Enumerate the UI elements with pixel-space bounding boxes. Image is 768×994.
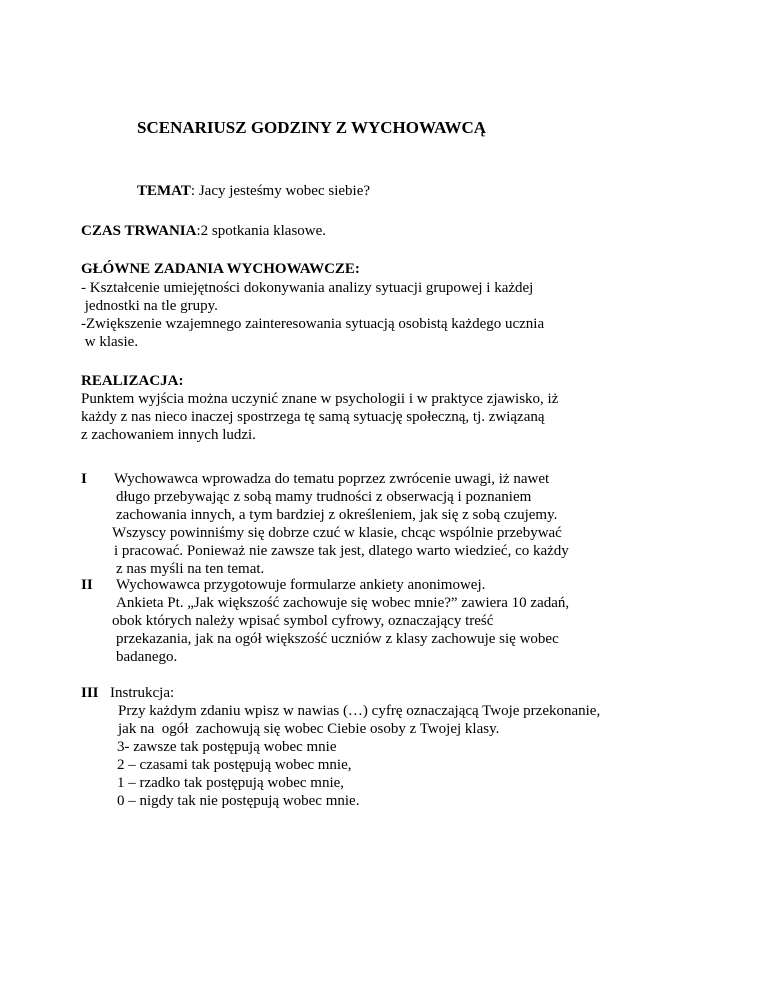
duration-value: :2 spotkania klasowe. [196,223,327,239]
section-3-line: 0 – nigdy tak nie postępują wobec mnie. [117,793,360,809]
section-3-numeral: III [81,685,99,701]
section-1-line: z nas myśli na ten temat. [116,561,265,577]
section-2-line: obok których należy wpisać symbol cyfrowy, oznaczający treść [112,613,494,629]
section-3-line: 2 – czasami tak postępują wobec mnie, [117,757,352,773]
duration-label: CZAS TRWANIA [81,223,197,239]
section-3-line: 1 – rzadko tak postępują wobec mnie, [117,775,345,791]
section-2-line: Ankieta Pt. „Jak większość zachowuje się wobec mnie?” zawiera 10 zadań, [116,595,570,611]
topic-label: TEMAT [137,183,191,199]
topic-value: : Jacy jesteśmy wobec siebie? [190,183,371,199]
section-2-line: przekazania, jak na ogół większość uczniów z klasy zachowuje się wobec [116,631,559,647]
realization-line: Punktem wyjścia można uczynić znane w psychologii i w praktyce zjawisko, iż [81,391,559,407]
section-1-numeral: I [81,471,87,487]
tasks-line: w klasie. [81,334,139,350]
section-3-line: Przy każdym zdaniu wpisz w nawias (…) cyfrę oznaczającą Twoje przekonanie, [118,703,601,719]
tasks-line: jednostki na tle grupy. [81,298,218,314]
realization-line: każdy z nas nieco inaczej spostrzega tę samą sytuację społeczną, tj. związaną [81,409,545,425]
section-2-line: badanego. [116,649,178,665]
topic-line [137,182,370,200]
section-1-line: i pracować. Ponieważ nie zawsze tak jest, dlatego warto wiedzieć, co każdy [114,543,569,559]
tasks-line: - Kształcenie umiejętności dokonywania analizy sytuacji grupowej i każdej [81,280,534,296]
realization-heading: REALIZACJA: [81,373,184,389]
section-3-line: 3- zawsze tak postępują wobec mnie [117,739,337,755]
section-1-line: zachowania innych, a tym bardziej z określeniem, jak się z sobą czujemy. [116,507,558,523]
tasks-heading: GŁÓWNE ZADANIA WYCHOWAWCZE: [81,261,360,277]
section-3-line: jak na ogół zachowują się wobec Ciebie osoby z Twojej klasy. [118,721,500,737]
section-1-line: Wychowawca wprowadza do tematu poprzez zwrócenie uwagi, iż nawet [114,471,550,487]
section-1-line: długo przebywając z sobą mamy trudności z obserwacją i poznaniem [116,489,532,505]
section-2-numeral: II [81,577,93,593]
duration-line [81,222,326,240]
section-3-line: Instrukcja: [110,685,175,701]
realization-line: z zachowaniem innych ludzi. [81,427,256,443]
document-title: SCENARIUSZ GODZINY Z WYCHOWAWCĄ [137,118,487,137]
section-1-line: Wszyscy powinniśmy się dobrze czuć w klasie, chcąc wspólnie przebywać [112,525,562,541]
section-2-line: Wychowawca przygotowuje formularze ankiety anonimowej. [116,577,486,593]
tasks-line: -Zwiększenie wzajemnego zainteresowania sytuacją osobistą każdego ucznia [81,316,545,332]
